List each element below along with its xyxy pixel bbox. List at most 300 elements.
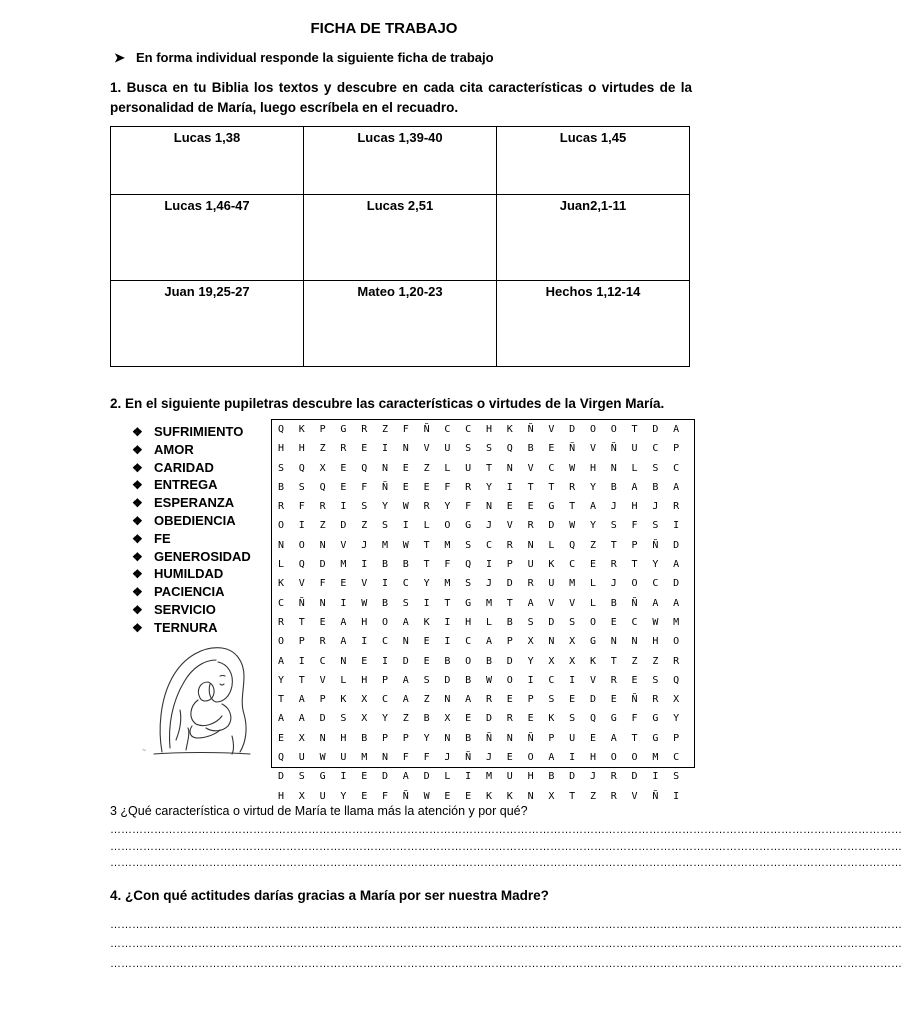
grid-letter[interactable]: I	[444, 636, 451, 648]
grid-letter[interactable]: M	[673, 616, 680, 628]
grid-letter[interactable]: E	[527, 501, 534, 513]
grid-letter[interactable]: E	[506, 501, 513, 513]
grid-letter[interactable]: D	[631, 771, 638, 783]
grid-letter[interactable]: I	[673, 790, 680, 802]
citation-cell[interactable]: Lucas 1,45	[497, 127, 690, 195]
grid-letter[interactable]: E	[361, 443, 368, 455]
grid-letter[interactable]: Ñ	[652, 790, 659, 802]
grid-letter[interactable]: Y	[485, 481, 492, 493]
citation-cell[interactable]: Juan2,1-11	[497, 195, 690, 281]
grid-letter[interactable]: U	[319, 790, 326, 802]
grid-letter[interactable]: V	[527, 462, 534, 474]
grid-letter[interactable]: S	[423, 674, 430, 686]
grid-letter[interactable]: K	[506, 424, 513, 435]
grid-letter[interactable]: K	[423, 616, 430, 628]
grid-letter[interactable]: Y	[340, 790, 347, 802]
grid-letter[interactable]: E	[278, 732, 285, 744]
grid-letter[interactable]: R	[506, 713, 513, 725]
grid-letter[interactable]: N	[485, 501, 492, 513]
grid-letter[interactable]: P	[402, 732, 409, 744]
grid-letter[interactable]: N	[610, 636, 617, 648]
grid-letter[interactable]: S	[465, 578, 472, 590]
grid-letter[interactable]: R	[319, 501, 326, 513]
grid-letter[interactable]: R	[610, 771, 617, 783]
grid-letter[interactable]: Z	[423, 694, 430, 706]
citation-cell[interactable]: Juan 19,25-27	[111, 281, 304, 367]
grid-letter[interactable]: E	[319, 616, 326, 628]
grid-letter[interactable]: N	[381, 752, 389, 764]
grid-letter[interactable]: I	[423, 597, 430, 609]
grid-letter[interactable]: B	[361, 732, 368, 744]
grid-letter[interactable]: Q	[569, 539, 576, 551]
grid-letter[interactable]: Y	[423, 578, 430, 590]
grid-letter[interactable]: Y	[278, 674, 285, 686]
grid-letter[interactable]: D	[340, 520, 347, 532]
grid-letter[interactable]: O	[444, 520, 451, 532]
grid-letter[interactable]: P	[548, 732, 555, 744]
grid-letter[interactable]: P	[319, 694, 326, 706]
grid-letter[interactable]: R	[673, 501, 680, 513]
grid-letter[interactable]: H	[465, 616, 472, 628]
grid-letter[interactable]: W	[402, 501, 409, 513]
grid-letter[interactable]: O	[298, 539, 305, 551]
grid-letter[interactable]: H	[298, 443, 305, 455]
grid-letter[interactable]: R	[340, 443, 347, 455]
grid-letter[interactable]: P	[298, 636, 305, 648]
grid-letter[interactable]: F	[444, 559, 451, 571]
grid-letter[interactable]: O	[610, 752, 617, 764]
grid-letter[interactable]: W	[485, 674, 492, 686]
grid-letter[interactable]: O	[589, 616, 596, 628]
grid-letter[interactable]: Ñ	[527, 732, 534, 744]
grid-letter[interactable]: E	[506, 694, 513, 706]
grid-letter[interactable]: Ñ	[485, 732, 492, 744]
grid-letter[interactable]: N	[402, 443, 409, 455]
grid-letter[interactable]: I	[673, 520, 680, 532]
grid-letter[interactable]: D	[319, 559, 326, 571]
grid-letter[interactable]: U	[340, 752, 347, 764]
grid-letter[interactable]: B	[465, 674, 472, 686]
grid-letter[interactable]: N	[527, 790, 534, 802]
grid-letter[interactable]: J	[444, 752, 451, 764]
grid-letter[interactable]: R	[361, 424, 368, 435]
grid-letter[interactable]: I	[298, 655, 305, 667]
grid-letter[interactable]: V	[631, 790, 638, 802]
grid-letter[interactable]: F	[631, 520, 638, 532]
grid-letter[interactable]: T	[506, 597, 513, 609]
answer-line[interactable]: ………………………………………………………………………………………………………………………………………………………………………………………………	[110, 919, 902, 931]
grid-letter[interactable]: A	[527, 597, 534, 609]
grid-letter[interactable]: P	[527, 694, 534, 706]
grid-letter[interactable]: G	[610, 713, 617, 725]
grid-letter[interactable]: Q	[278, 752, 285, 764]
grid-letter[interactable]: A	[340, 636, 347, 648]
grid-letter[interactable]: B	[381, 597, 389, 609]
grid-letter[interactable]: E	[402, 481, 409, 493]
grid-letter[interactable]: E	[361, 655, 368, 667]
grid-letter[interactable]: Ñ	[465, 752, 472, 764]
grid-letter[interactable]: X	[319, 462, 326, 474]
grid-letter[interactable]: P	[673, 732, 680, 744]
grid-letter[interactable]: Q	[361, 462, 368, 474]
grid-letter[interactable]: Z	[319, 520, 326, 532]
grid-letter[interactable]: K	[485, 790, 492, 802]
grid-letter[interactable]: O	[610, 424, 617, 435]
grid-letter[interactable]: M	[444, 539, 451, 551]
grid-letter[interactable]: E	[423, 655, 430, 667]
grid-letter[interactable]: A	[589, 501, 596, 513]
grid-letter[interactable]: U	[506, 771, 513, 783]
grid-letter[interactable]: D	[278, 771, 285, 783]
grid-letter[interactable]: S	[610, 520, 617, 532]
grid-letter[interactable]: M	[569, 578, 576, 590]
grid-letter[interactable]: D	[381, 771, 389, 783]
grid-letter[interactable]: D	[673, 539, 680, 551]
grid-letter[interactable]: V	[340, 539, 347, 551]
grid-letter[interactable]: B	[506, 616, 513, 628]
grid-letter[interactable]: A	[652, 597, 659, 609]
grid-letter[interactable]: C	[569, 559, 576, 571]
grid-letter[interactable]: Q	[298, 559, 305, 571]
grid-letter[interactable]: H	[485, 424, 492, 435]
grid-letter[interactable]: B	[402, 559, 409, 571]
grid-letter[interactable]: G	[589, 636, 596, 648]
grid-letter[interactable]: B	[278, 481, 285, 493]
grid-letter[interactable]: V	[548, 424, 555, 435]
grid-letter[interactable]: S	[298, 481, 305, 493]
grid-letter[interactable]: C	[381, 636, 389, 648]
grid-letter[interactable]: R	[527, 520, 534, 532]
grid-letter[interactable]: A	[548, 752, 555, 764]
answer-line[interactable]: ………………………………………………………………………………………………………………………………………………………………………………………………	[110, 958, 902, 970]
grid-letter[interactable]: K	[298, 424, 305, 435]
grid-letter[interactable]: Z	[589, 790, 596, 802]
grid-letter[interactable]: H	[361, 616, 368, 628]
grid-letter[interactable]: Ñ	[652, 539, 659, 551]
grid-letter[interactable]: P	[319, 424, 326, 435]
grid-letter[interactable]: C	[465, 636, 472, 648]
grid-letter[interactable]: X	[569, 636, 576, 648]
grid-letter[interactable]: O	[278, 636, 285, 648]
grid-letter[interactable]: W	[569, 520, 576, 532]
grid-letter[interactable]: T	[569, 790, 576, 802]
grid-letter[interactable]: I	[298, 520, 305, 532]
grid-letter[interactable]: V	[298, 578, 305, 590]
grid-letter[interactable]: D	[444, 674, 451, 686]
grid-letter[interactable]: L	[444, 771, 451, 783]
grid-letter[interactable]: S	[652, 520, 659, 532]
grid-letter[interactable]: Ñ	[631, 694, 638, 706]
grid-letter[interactable]: V	[589, 443, 596, 455]
grid-letter[interactable]: A	[402, 674, 409, 686]
grid-letter[interactable]: Ñ	[610, 443, 617, 455]
grid-letter[interactable]: G	[652, 713, 659, 725]
grid-letter[interactable]: J	[361, 539, 368, 551]
grid-letter[interactable]: E	[444, 790, 451, 802]
grid-letter[interactable]: L	[485, 616, 492, 628]
citation-cell[interactable]: Lucas 2,51	[304, 195, 497, 281]
grid-letter[interactable]: J	[610, 501, 617, 513]
grid-letter[interactable]: E	[340, 578, 347, 590]
grid-letter[interactable]: H	[361, 674, 368, 686]
grid-letter[interactable]: X	[361, 694, 368, 706]
grid-letter[interactable]: M	[340, 559, 347, 571]
grid-letter[interactable]: H	[589, 462, 596, 474]
grid-letter[interactable]: F	[319, 578, 326, 590]
grid-letter[interactable]: Y	[381, 501, 389, 513]
grid-letter[interactable]: N	[506, 732, 513, 744]
grid-letter[interactable]: W	[423, 790, 430, 802]
grid-letter[interactable]: J	[589, 771, 596, 783]
grid-letter[interactable]: R	[652, 694, 659, 706]
grid-letter[interactable]: Q	[298, 462, 305, 474]
grid-letter[interactable]: Z	[423, 462, 430, 474]
grid-letter[interactable]: R	[610, 559, 617, 571]
grid-letter[interactable]: I	[361, 559, 368, 571]
grid-letter[interactable]: M	[381, 539, 389, 551]
grid-letter[interactable]: L	[423, 520, 430, 532]
grid-letter[interactable]: Y	[589, 520, 596, 532]
grid-letter[interactable]: T	[298, 616, 305, 628]
grid-letter[interactable]: J	[485, 578, 492, 590]
grid-letter[interactable]: A	[631, 481, 638, 493]
grid-letter[interactable]: C	[485, 539, 492, 551]
grid-letter[interactable]: D	[402, 655, 409, 667]
grid-letter[interactable]: Y	[423, 732, 430, 744]
grid-letter[interactable]: H	[589, 752, 596, 764]
grid-letter[interactable]: S	[548, 694, 555, 706]
grid-letter[interactable]: S	[569, 616, 576, 628]
grid-letter[interactable]: Ñ	[402, 790, 409, 802]
grid-letter[interactable]: S	[402, 597, 409, 609]
grid-letter[interactable]: Q	[465, 559, 472, 571]
grid-letter[interactable]: H	[652, 636, 659, 648]
grid-letter[interactable]: C	[319, 655, 326, 667]
grid-letter[interactable]: I	[381, 655, 389, 667]
grid-letter[interactable]: Y	[381, 713, 389, 725]
grid-letter[interactable]: F	[444, 481, 451, 493]
grid-letter[interactable]: S	[652, 462, 659, 474]
grid-letter[interactable]: G	[465, 520, 472, 532]
grid-letter[interactable]: S	[673, 771, 680, 783]
grid-letter[interactable]: F	[298, 501, 305, 513]
grid-letter[interactable]: T	[631, 559, 638, 571]
grid-letter[interactable]: E	[361, 771, 368, 783]
grid-letter[interactable]: Y	[527, 655, 534, 667]
grid-letter[interactable]: K	[340, 694, 347, 706]
grid-letter[interactable]: R	[319, 636, 326, 648]
grid-letter[interactable]: I	[381, 578, 389, 590]
grid-letter[interactable]: Y	[652, 559, 659, 571]
answer-line[interactable]: ………………………………………………………………………………………………………………………………………………………………………………………………	[110, 938, 902, 950]
grid-letter[interactable]: T	[485, 462, 492, 474]
grid-letter[interactable]: E	[361, 790, 368, 802]
grid-letter[interactable]: V	[506, 520, 513, 532]
grid-letter[interactable]: S	[381, 520, 389, 532]
grid-letter[interactable]: I	[340, 597, 347, 609]
grid-letter[interactable]: Y	[444, 501, 451, 513]
grid-letter[interactable]: D	[485, 713, 492, 725]
grid-letter[interactable]: T	[423, 559, 430, 571]
grid-letter[interactable]: E	[631, 674, 638, 686]
answer-line[interactable]: ………………………………………………………………………………………………………………………………………………………………………………………………	[110, 824, 902, 836]
grid-letter[interactable]: A	[278, 713, 285, 725]
grid-letter[interactable]: N	[631, 636, 638, 648]
grid-letter[interactable]: F	[402, 424, 409, 435]
grid-letter[interactable]: B	[444, 655, 451, 667]
grid-letter[interactable]: R	[423, 501, 430, 513]
grid-letter[interactable]: D	[506, 655, 513, 667]
grid-letter[interactable]: U	[548, 578, 555, 590]
grid-letter[interactable]: E	[423, 636, 430, 648]
grid-letter[interactable]: A	[340, 616, 347, 628]
grid-letter[interactable]: W	[569, 462, 576, 474]
grid-letter[interactable]: N	[319, 597, 326, 609]
grid-letter[interactable]: D	[673, 578, 680, 590]
grid-letter[interactable]: Ñ	[423, 424, 430, 435]
grid-letter[interactable]: E	[340, 462, 347, 474]
grid-letter[interactable]: C	[444, 424, 451, 435]
grid-letter[interactable]: I	[402, 520, 409, 532]
grid-letter[interactable]: E	[610, 616, 617, 628]
grid-letter[interactable]: T	[548, 481, 555, 493]
grid-letter[interactable]: B	[548, 771, 555, 783]
citation-cell[interactable]: Hechos 1,12-14	[497, 281, 690, 367]
grid-letter[interactable]: N	[444, 732, 451, 744]
grid-letter[interactable]: E	[423, 481, 430, 493]
grid-letter[interactable]: M	[444, 578, 451, 590]
grid-letter[interactable]: O	[381, 616, 389, 628]
grid-letter[interactable]: R	[527, 578, 534, 590]
grid-letter[interactable]: K	[548, 559, 555, 571]
grid-letter[interactable]: T	[610, 655, 617, 667]
grid-letter[interactable]: C	[652, 578, 659, 590]
grid-letter[interactable]: E	[569, 694, 576, 706]
grid-letter[interactable]: T	[527, 481, 534, 493]
grid-letter[interactable]: D	[506, 578, 513, 590]
grid-letter[interactable]: K	[589, 655, 596, 667]
grid-letter[interactable]: O	[631, 752, 638, 764]
grid-letter[interactable]: N	[319, 539, 326, 551]
grid-letter[interactable]: R	[673, 655, 680, 667]
grid-letter[interactable]: Ñ	[381, 481, 389, 493]
grid-letter[interactable]: U	[444, 443, 451, 455]
grid-letter[interactable]: N	[340, 655, 347, 667]
grid-letter[interactable]: R	[610, 674, 617, 686]
grid-letter[interactable]: M	[361, 752, 368, 764]
grid-letter[interactable]: F	[402, 752, 409, 764]
grid-letter[interactable]: I	[340, 501, 347, 513]
grid-letter[interactable]: R	[278, 501, 285, 513]
grid-letter[interactable]: B	[610, 597, 617, 609]
grid-letter[interactable]: A	[610, 732, 617, 744]
grid-letter[interactable]: A	[673, 597, 680, 609]
grid-letter[interactable]: B	[527, 443, 534, 455]
grid-letter[interactable]: B	[465, 732, 472, 744]
grid-letter[interactable]: V	[361, 578, 368, 590]
grid-letter[interactable]: G	[340, 424, 347, 435]
grid-letter[interactable]: O	[465, 655, 472, 667]
grid-letter[interactable]: Q	[589, 713, 596, 725]
grid-letter[interactable]: D	[569, 424, 576, 435]
grid-letter[interactable]: T	[631, 424, 638, 435]
grid-letter[interactable]: F	[465, 501, 472, 513]
grid-letter[interactable]: S	[340, 713, 347, 725]
grid-letter[interactable]: Ñ	[527, 424, 534, 435]
grid-letter[interactable]: F	[361, 481, 368, 493]
grid-letter[interactable]: E	[589, 559, 596, 571]
grid-letter[interactable]: J	[652, 501, 659, 513]
grid-letter[interactable]: G	[465, 597, 472, 609]
grid-letter[interactable]: I	[569, 674, 576, 686]
grid-letter[interactable]: Y	[589, 481, 596, 493]
grid-letter[interactable]: D	[589, 694, 596, 706]
grid-letter[interactable]: F	[381, 790, 389, 802]
grid-letter[interactable]: T	[298, 674, 305, 686]
grid-letter[interactable]: N	[610, 462, 617, 474]
grid-letter[interactable]: U	[569, 732, 576, 744]
grid-letter[interactable]: I	[569, 752, 576, 764]
grid-letter[interactable]: Z	[652, 655, 659, 667]
grid-letter[interactable]: E	[610, 694, 617, 706]
grid-letter[interactable]: S	[298, 771, 305, 783]
grid-letter[interactable]: Q	[506, 443, 513, 455]
grid-letter[interactable]: L	[340, 674, 347, 686]
grid-letter[interactable]: P	[381, 732, 389, 744]
grid-letter[interactable]: B	[652, 481, 659, 493]
grid-letter[interactable]: N	[548, 636, 555, 648]
grid-letter[interactable]: T	[278, 694, 285, 706]
grid-letter[interactable]: C	[652, 443, 659, 455]
grid-letter[interactable]: Z	[381, 424, 389, 435]
grid-letter[interactable]: T	[631, 732, 638, 744]
grid-letter[interactable]: I	[485, 559, 492, 571]
grid-letter[interactable]: C	[278, 597, 285, 609]
grid-letter[interactable]: I	[340, 771, 347, 783]
grid-letter[interactable]: A	[298, 713, 305, 725]
grid-letter[interactable]: A	[402, 694, 409, 706]
grid-letter[interactable]: R	[569, 481, 576, 493]
grid-letter[interactable]: N	[402, 636, 409, 648]
grid-letter[interactable]: H	[340, 732, 347, 744]
grid-letter[interactable]: D	[548, 616, 555, 628]
grid-letter[interactable]: A	[673, 424, 680, 435]
grid-letter[interactable]: P	[506, 636, 513, 648]
citation-cell[interactable]: Mateo 1,20-23	[304, 281, 497, 367]
citation-cell[interactable]: Lucas 1,38	[111, 127, 304, 195]
answer-line[interactable]: ………………………………………………………………………………………………………………………………………………………………………………………………	[110, 841, 902, 853]
grid-letter[interactable]: O	[278, 520, 285, 532]
grid-letter[interactable]: Y	[673, 713, 680, 725]
grid-letter[interactable]: X	[673, 694, 680, 706]
grid-letter[interactable]: D	[319, 713, 326, 725]
grid-letter[interactable]: L	[548, 539, 555, 551]
grid-letter[interactable]: C	[402, 578, 409, 590]
grid-letter[interactable]: N	[381, 462, 389, 474]
grid-letter[interactable]: A	[465, 694, 472, 706]
grid-letter[interactable]: K	[506, 790, 513, 802]
grid-letter[interactable]: I	[361, 636, 368, 648]
grid-letter[interactable]: O	[589, 424, 596, 435]
grid-letter[interactable]: D	[423, 771, 430, 783]
grid-letter[interactable]: X	[527, 636, 534, 648]
grid-letter[interactable]: M	[485, 597, 492, 609]
grid-letter[interactable]: N	[444, 694, 451, 706]
grid-letter[interactable]: V	[569, 597, 576, 609]
grid-letter[interactable]: C	[548, 674, 555, 686]
grid-letter[interactable]: S	[527, 616, 534, 628]
grid-letter[interactable]: Q	[278, 424, 285, 435]
